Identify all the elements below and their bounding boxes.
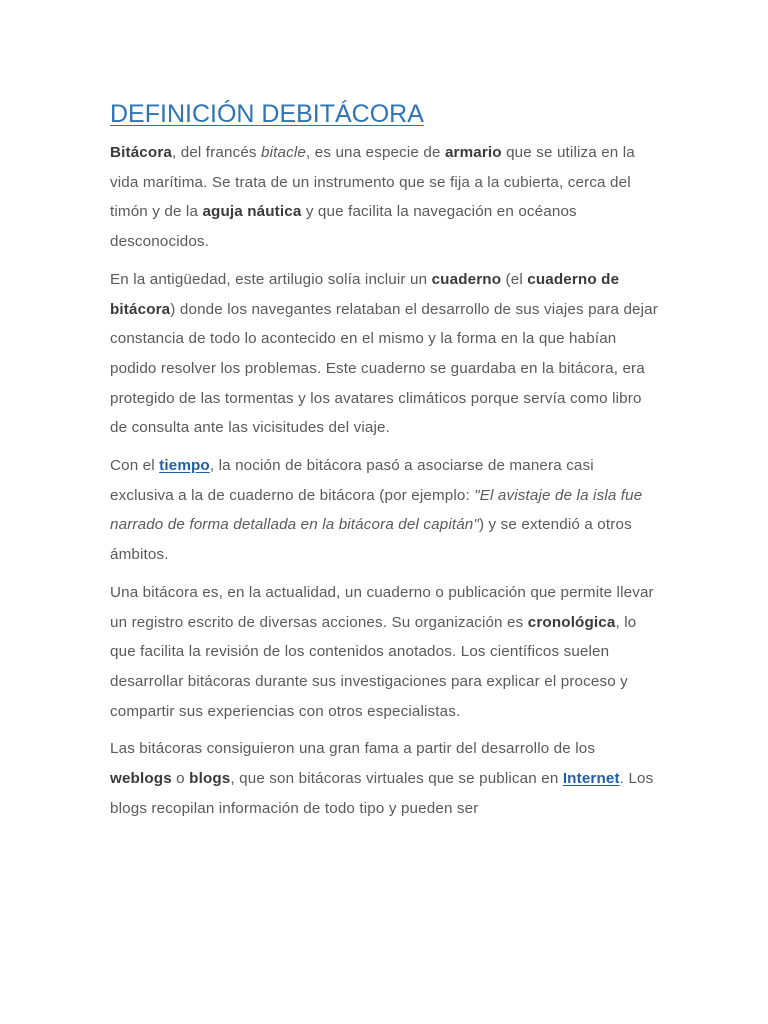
text-span: En la antigüedad, este artilugio solía incluir un bbox=[110, 270, 432, 288]
text-span: Una bitácora es, en la actualidad, un cuaderno o publicación que permite llevar un registro escrito de diversas acciones. Su organización es bbox=[110, 583, 654, 631]
text-span: Las bitácoras consiguieron una gran fama a partir del desarrollo de los bbox=[110, 740, 596, 758]
paragraph-history bbox=[110, 265, 658, 443]
text-span: . Los blogs recopilan información de todo tipo y pueden ser bbox=[110, 770, 654, 817]
term-cuaderno-de-bitacora: cuaderno de bitácora bbox=[110, 270, 620, 318]
paragraph-definition bbox=[110, 138, 658, 257]
text-span: (el bbox=[501, 270, 528, 288]
paragraph-modern-use bbox=[110, 578, 658, 727]
text-span: , es una especie de bbox=[306, 144, 445, 161]
paragraph-evolution bbox=[110, 451, 658, 570]
term-bitacle: bitacle bbox=[261, 144, 306, 161]
document-page bbox=[110, 96, 658, 831]
paragraph-blogs bbox=[110, 734, 658, 823]
example-quote: "El avistaje de la isla fue narrado de forma detallada en la bitácora del capitán" bbox=[110, 486, 643, 534]
text-span: , lo que facilita la revisión de los contenidos anotados. Los científicos suelen desarrollar bitácoras durante sus investigaciones para explicar el proceso y compartir sus experiencias con otros especialistas. bbox=[110, 613, 637, 720]
term-blogs: blogs bbox=[189, 770, 231, 788]
text-span: Con el bbox=[110, 457, 160, 475]
link-tiempo[interactable]: tiempo bbox=[159, 457, 210, 475]
term-cronologica: cronológica bbox=[527, 613, 616, 631]
text-span: o bbox=[171, 770, 190, 788]
text-span: , del francés bbox=[171, 144, 262, 161]
text-span: y que facilita la navegación en océanos desconocidos. bbox=[110, 203, 577, 251]
term-cuaderno: cuaderno bbox=[431, 270, 502, 288]
text-span: ) donde los navegantes relataban el desarrollo de sus viajes para dejar constancia de todo lo acontecido en el mismo y la forma en la que habían podido resolver los problemas. Este cuaderno se guardaba en la bitácora, era protegido de las tormentas y los avatares climáticos porque servía como libro de consulta ante las vicisitudes del viaje. bbox=[110, 300, 658, 437]
term-bitacora: Bitácora bbox=[110, 144, 172, 161]
text-span: , que son bitácoras virtuales que se publican en bbox=[230, 770, 563, 788]
term-weblogs: weblogs bbox=[110, 770, 172, 788]
text-span: , la noción de bitácora pasó a asociarse de manera casi exclusiva a la de cuaderno de bitácora (por ejemplo: bbox=[110, 457, 594, 504]
document-title: DEFINICIÓN DEBITÁCORA bbox=[110, 100, 424, 128]
term-aguja-nautica: aguja náutica bbox=[202, 203, 302, 221]
link-internet[interactable]: Internet bbox=[562, 770, 620, 788]
text-span: que se utiliza en la vida marítima. Se trata de un instrumento que se fija a la cubierta, cerca del timón y de la bbox=[110, 144, 635, 221]
text-span: ) y se extendió a otros ámbitos. bbox=[110, 516, 632, 564]
term-armario: armario bbox=[444, 144, 502, 161]
